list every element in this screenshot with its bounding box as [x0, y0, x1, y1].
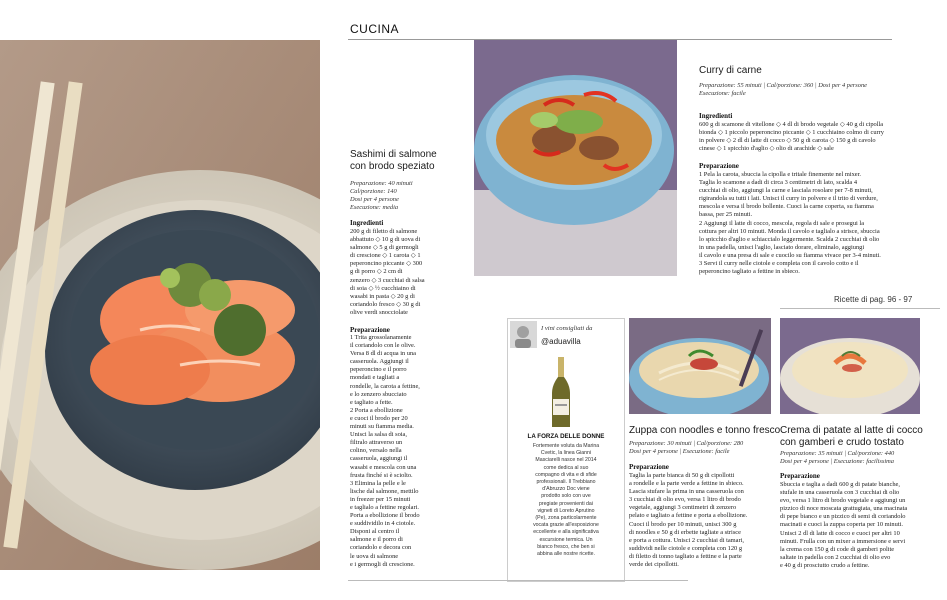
crema-method — [780, 481, 930, 570]
wine-text-line: bianco fresco, che ben si — [537, 543, 595, 550]
method-line: 1 Pela la carota, sbuccia la cipolla e tritale finemente nel mixer. — [699, 171, 862, 178]
meta-line: Esecuzione: media — [350, 204, 399, 211]
method-line: Porta a ebollizione il brodo — [350, 512, 420, 520]
wine-box — [507, 318, 625, 582]
meta-line: Dosi per 4 persone | Esecuzione: facilissima — [780, 458, 894, 465]
method-line: Unisci la salsa di soia, — [350, 431, 407, 439]
method-line: peperoncino tagliato a fettine in sbieco. — [699, 268, 800, 276]
method-line: di noodles e 50 g di erbette tagliate a strisce — [629, 528, 741, 536]
method-line: pizzico di noce moscata grattugiata, una macinata — [780, 505, 908, 513]
sashimi-method — [350, 334, 476, 569]
meta-line: Preparazione: 30 minuti | Cal/porzione: 280 — [629, 440, 744, 447]
bottom-rule-left — [348, 580, 688, 581]
ingredient-line: in polvere ◇ 2 dl di latte di cocco ◇ 50 g di carota ◇ 150 g di cavolo — [699, 137, 876, 145]
wine-text-line: professionali. Il Trebbiano — [536, 479, 596, 486]
ingredient-line: wasabi in pasta ◇ 20 g di — [350, 292, 415, 300]
wine-text-line: compagno di vita e di sfide — [535, 471, 597, 478]
ingredient-line: peperoncino piccante ◇ 300 — [350, 260, 423, 268]
wine-text-line: pregiate provenienti dai — [539, 500, 593, 507]
noodle-photo — [629, 318, 771, 414]
method-line: 3 cucchiai di olio evo, versa 1 litro di brodo — [629, 496, 741, 504]
meta-line: Cal/porzione: 140 — [350, 188, 397, 195]
wine-intro: I vini consigliati da — [541, 325, 593, 332]
ingredient-line: bionda ◇ 1 piccolo peperoncino piccante ◇ 1 cucchiaino colmo di curry — [699, 129, 884, 137]
noodle-meta — [629, 440, 771, 456]
wine-text-line: d'Abruzzo Doc viene — [542, 486, 590, 493]
method-line: filtralo attraverso un — [350, 439, 403, 447]
ingredient-line: olive verdi snocciolate — [350, 308, 408, 316]
page-reference: Ricette di pag. 96 - 97 — [834, 295, 913, 304]
method-line: mondati e tagliati a — [350, 374, 400, 382]
sashimi-title-line2: con brodo speziato — [350, 161, 435, 172]
method-line: la crema con 150 g di code di gamberi polite — [780, 545, 895, 553]
curry-ingredients-label: Ingredienti — [699, 112, 733, 120]
method-line: frusta finché si è sciolto. — [350, 471, 413, 479]
noodle-title: Zuppa con noodles e tonno fresco — [629, 425, 781, 436]
wine-text-line: come dedica al suo — [543, 464, 589, 471]
avatar-icon — [510, 321, 537, 348]
method-line: in una padella, unisci l'aglio, lasciato dorare, eliminalo, aggiungi — [699, 243, 865, 251]
section-title: CUCINA — [350, 22, 400, 36]
method-line: di filetto di tonno tagliato a fettine e la parte — [629, 552, 742, 560]
meta-line: Dosi per 4 persone — [350, 196, 399, 203]
method-line: 3 Servi il curry nelle ciotole e completa con il cavolo cotto e il — [699, 260, 859, 268]
method-line: Taglia lo scamone a dadi di circa 3 centimetri di lato, scalda 4 — [699, 179, 858, 187]
noodle-method-label: Preparazione — [629, 463, 669, 471]
wine-bottle — [548, 357, 574, 429]
method-line: macinati e cuoci la zuppa coperta per 10 minuti. — [780, 521, 903, 529]
sashimi-title — [350, 149, 470, 173]
crema-title-line2: con gamberi e crudo tostato — [780, 437, 904, 448]
wine-text-line: abbina alle nostre ricette. — [537, 551, 595, 558]
wine-text-line: escursione termica. Un — [539, 536, 593, 543]
method-line: wasabi e mescola con una — [350, 463, 417, 471]
method-line: Cuoci il brodo per 10 minuti, unisci 300 g — [629, 520, 737, 528]
method-line: bassa, per 25 minuti. — [699, 211, 753, 219]
method-line: vegetale, aggiungi 3 centimetri di zenzero — [629, 504, 737, 512]
meta-line: Dosi per 4 persone | Esecuzione: facile — [629, 448, 730, 455]
noodle-method — [629, 472, 774, 569]
crema-method-label: Preparazione — [780, 472, 820, 480]
method-line: stufale in una casseruola con 3 cucchiai di olio — [780, 489, 900, 497]
ingredient-line: abbattuto ◇ 10 g di uova di — [350, 236, 421, 244]
curry-meta — [699, 82, 899, 98]
method-line: pelato e tagliato a fettine e porta a ebollizione. — [629, 512, 748, 520]
sashimi-ingredients-label: Ingredienti — [350, 219, 384, 227]
wine-text-line: Masciarelli nasce nel 2014 — [535, 457, 597, 464]
method-line: rondelle, la carota a fettine, — [350, 382, 420, 390]
method-line: 2 Porta a ebollizione — [350, 406, 403, 414]
method-line: e suddividilo in 4 ciotole. — [350, 520, 416, 528]
page-reference-rule — [780, 308, 940, 309]
sashimi-meta — [350, 180, 470, 212]
method-line: di pepe bianco e un pizzico di semi di coriandolo — [780, 513, 906, 521]
method-line: e taglialo a fettine regolari. — [350, 503, 420, 511]
ingredient-line: salmone ◇ 5 g di germogli — [350, 244, 419, 252]
wine-title: LA FORZA DELLE DONNE — [527, 433, 605, 440]
noodle-illustration — [629, 318, 771, 414]
method-line: 1 Trita grossolanamente — [350, 334, 412, 341]
ingredient-line: di soia ◇ ½ cucchiaino di — [350, 284, 416, 292]
ingredient-line: zenzero ◇ 3 cucchiai di salsa — [350, 276, 425, 284]
method-line: le uova di salmone — [350, 552, 399, 560]
curry-ingredients — [699, 121, 899, 153]
method-line: casseruola, aggiungi il — [350, 455, 408, 463]
method-line: rigirandola su tutti i lati. Unisci il curry in polvere e il trito di verdure, — [699, 195, 878, 203]
method-line: e 40 g di prosciutto crudo a fettine. — [780, 561, 870, 569]
wine-text — [512, 443, 620, 558]
wine-text-line: vocata grazie all'esposizione — [533, 522, 599, 529]
meta-line: Preparazione: 55 minuti | Cal/porzione: 360 | Dosi per 4 persone — [699, 82, 868, 89]
method-line: Disponi al centro il — [350, 528, 400, 536]
method-line: peperoncino e il porro — [350, 366, 407, 374]
crema-title — [780, 425, 930, 449]
method-line: il coriandolo con le olive. — [350, 342, 416, 350]
method-line: e tagliato a fette. — [350, 398, 393, 406]
ingredient-line: 600 g di scamone di vitellone ◇ 4 dl di brodo vegetale ◇ 40 g di cipolla — [699, 121, 884, 128]
curry-method-label: Preparazione — [699, 162, 739, 170]
author-avatar — [510, 321, 537, 348]
method-line: a rondelle e la parte verde a fettine in sbieco. — [629, 480, 744, 488]
method-line: colino, versalo nella — [350, 447, 402, 455]
curry-illustration — [474, 40, 677, 276]
sashimi-photo — [0, 40, 320, 570]
method-line: Versa 8 dl di acqua in una — [350, 350, 417, 358]
method-line: mescola e versa il brodo bollente. Cuoci la carne coperta, su fiamma — [699, 203, 874, 211]
method-line: coriandolo e decora con — [350, 544, 412, 552]
sashimi-title-line1: Sashimi di salmone — [350, 149, 437, 160]
crema-illustration — [780, 318, 920, 414]
method-line: e i germogli di crescione. — [350, 560, 415, 568]
method-line: minuti su fiamma media. — [350, 423, 414, 431]
method-line: salmone e il porro di — [350, 536, 403, 544]
ingredient-line: g di porro ◇ 2 cm di — [350, 268, 403, 276]
ingredient-line: di crescione ◇ 1 carota ◇ 1 — [350, 252, 421, 260]
method-line: Unisci 2 dl di latte di cocco e cuoci per altri 10 — [780, 529, 900, 537]
method-line: e lo zenzero sbucciato — [350, 390, 407, 398]
wine-text-line: prodotto solo con uve — [541, 493, 591, 500]
method-line: suddividi nelle ciotole e completa con 120 g — [629, 544, 743, 552]
method-line: cucchiai di olio, aggiungi la carne e lasciala rosolare per 7-8 minuti, — [699, 187, 873, 195]
crema-title-line1: Crema di patate al latte di cocco — [780, 425, 923, 436]
wine-text-line: eccellente e alla significativa — [533, 529, 599, 536]
wine-handle: @aduavilla — [541, 337, 581, 346]
sashimi-illustration — [0, 40, 320, 570]
method-line: Lascia stufare la prima in una casseruola con — [629, 488, 744, 496]
sashimi-ingredients — [350, 228, 476, 317]
curry-title: Curry di carne — [699, 65, 762, 76]
method-line: in freezer per 15 minuti — [350, 495, 411, 503]
meta-line: Esecuzione: facile — [699, 90, 746, 97]
crema-photo — [780, 318, 920, 414]
method-line: il cavolo e una presa di sale e cuocilo su fiamma vivace per 3-4 minuti. — [699, 251, 881, 259]
method-line: cottura per altri 10 minuti. Monda il cavolo e taglialo a strisce, sbuccia — [699, 227, 880, 235]
wine-text-line: Cvetic, la linea Gianni — [540, 450, 592, 457]
method-line: 3 Elimina la pelle e le — [350, 479, 406, 487]
method-line: e porta a cottura. Unisci 2 cucchiai di tamari, — [629, 536, 744, 544]
method-line: lo spicchio d'aglio e schiaccialo leggermente. Scalda 2 cucchiai di olio — [699, 235, 880, 243]
wine-text-line: (Pe), zona particolarmente — [535, 515, 597, 522]
curry-method — [699, 171, 901, 276]
method-line: saltate in padella con 2 cucchiai di olio evo — [780, 553, 891, 561]
meta-line: Preparazione: 40 minuti — [350, 180, 413, 187]
method-line: evo, versa 1 litro di brodo vegetale e aggiungi un — [780, 497, 906, 505]
ingredient-line: coriandolo fresco ◇ 30 g di — [350, 300, 421, 308]
method-line: verde dei cipollotti. — [629, 561, 679, 569]
method-line: minuti. Frulla con un mixer a immersione e servi — [780, 537, 906, 545]
method-line: lische dal salmone, mettilo — [350, 487, 419, 495]
ingredient-line: cinese ◇ 1 spicchio d'aglio ◇ olio di arachide ◇ sale — [699, 145, 834, 153]
curry-photo — [474, 40, 677, 276]
sashimi-method-label: Preparazione — [350, 326, 390, 334]
crema-meta — [780, 450, 930, 466]
method-line: Taglia la parte bianca di 50 g di cipollotti — [629, 472, 735, 479]
ingredient-line: 200 g di filetto di salmone — [350, 228, 418, 235]
wine-text-line: Fortemente voluta da Marina — [532, 443, 600, 449]
meta-line: Preparazione: 35 minuti | Cal/porzione: 440 — [780, 450, 895, 457]
method-line: Sbuccia e taglia a dadi 600 g di patate bianche, — [780, 481, 900, 488]
bottle-icon — [548, 357, 574, 429]
method-line: casseruola. Aggiungi il — [350, 358, 409, 366]
method-line: e cuoci il brodo per 20 — [350, 414, 408, 422]
method-line: 2 Aggiungi il latte di cocco, mescola, regola di sale e prosegui la — [699, 219, 865, 227]
wine-text-line: vigneti di Loreto Aprutino — [537, 507, 595, 514]
